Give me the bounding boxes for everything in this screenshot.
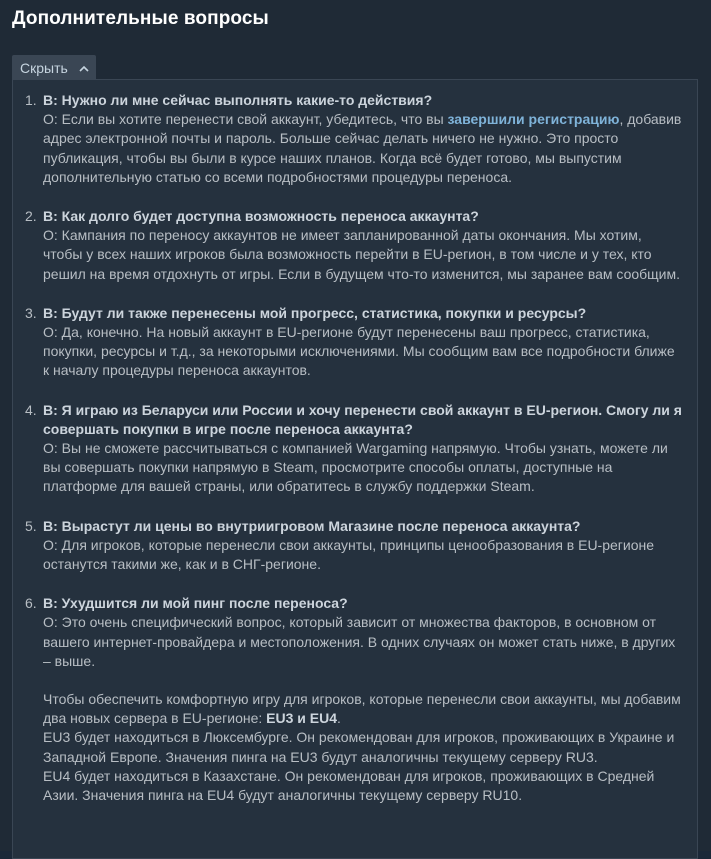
faq-extra-text: Чтобы обеспечить комфортную игру для игроков, которые перенесли свои аккаунты, мы добавим два новых сервера в EU-регионе:: [43, 691, 681, 727]
faq-extra-paragraph: [43, 690, 683, 728]
faq-item-4: [25, 401, 683, 497]
faq-number: 5.: [25, 517, 37, 534]
faq-answer: О: Вы не сможете рассчитываться с компанией Wargaming напрямую. Чтобы узнать, можете ли вы совершать покупки напрямую в Steam, просмотрите способы оплаты, доступные на платформе для вашей страны, или обратитесь в службу поддержки Steam.: [43, 440, 668, 495]
hide-toggle-label: Скрыть: [20, 59, 68, 76]
faq-answer: О: Для игроков, которые перенесли свои аккаунты, принципы ценообразования в EU-регионе останутся такими же, как и в СНГ-регионе.: [43, 536, 655, 573]
faq-answer: [43, 110, 683, 187]
faq-question: В: Как долго будет доступна возможность переноса аккаунта?: [43, 208, 479, 225]
faq-number: 1.: [25, 92, 37, 108]
faq-answer: О: Кампания по переносу аккаунтов не имеет запланированной даты окончания. Мы хотим, чтобы у всех наших игроков была возможность перейти в EU-регион, в том числе и у тех, кто решил на время отдохнуть от игры. Если в будущем что-то изменится, мы заранее вам сообщим.: [43, 227, 681, 282]
faq-number: 3.: [25, 304, 37, 321]
faq-number: 2.: [25, 208, 37, 225]
faq-answer-text: О: Если вы хотите перенести свой аккаунт, убедитесь, что вы: [43, 111, 448, 128]
faq-question: В: Вырастут ли цены во внутриигровом Магазине после переноса аккаунта?: [43, 517, 581, 534]
spacer: [43, 671, 683, 690]
faq-number: 6.: [25, 595, 37, 612]
faq-item-3: [25, 304, 683, 381]
hide-toggle-button[interactable]: [12, 55, 96, 80]
faq-extra-text: .: [337, 710, 341, 727]
faq-question: В: Я играю из Беларуси или России и хочу перенести свой аккаунт в EU-регион. Смогу ли я совершать покупки в игре после переноса аккаунта?: [43, 401, 682, 437]
faq-answer-text: , добавив адрес электронной почты и пароль. Больше сейчас делать ничего не нужно. Это просто публикация, чтобы вы были в курсе наших планов. Когда всё будет готово, мы выпустим дополнительную статью со всеми подробностями процедуры переноса.: [43, 111, 682, 185]
eu4-description: EU4 будет находиться в Казахстане. Он рекомендован для игроков, проживающих в Средней Азии. Значения пинга на EU4 будут аналогичны текущему серверу RU10.: [43, 767, 655, 804]
registration-link[interactable]: завершили регистрацию: [447, 111, 620, 128]
faq-panel: [12, 79, 698, 859]
faq-question: В: Ухудшится ли мой пинг после переноса?: [43, 595, 348, 612]
section-title: Дополнительные вопросы: [12, 8, 269, 29]
faq-item-2: [25, 207, 683, 284]
faq-item-1: [25, 91, 683, 187]
servers-highlight: EU3 и EU4: [266, 710, 338, 727]
faq-item-6: [25, 594, 683, 805]
faq-question: В: Нужно ли мне сейчас выполнять какие-то действия?: [43, 92, 433, 108]
eu3-description: EU3 будет находиться в Люксембурге. Он рекомендован для игроков, проживающих в Украине и Западной Европе. Значения пинга на EU3 будут аналогичны текущему серверу RU3.: [43, 729, 675, 765]
faq-answer: О: Это очень специфический вопрос, который зависит от множества факторов, в основном от вашего интернет-провайдера и местоположения. В одних случаях он может стать ниже, в других – выше.: [43, 614, 676, 669]
faq-question: В: Будут ли также перенесены мой прогресс, статистика, покупки и ресурсы?: [43, 304, 587, 321]
faq-answer: О: Да, конечно. На новый аккаунт в EU-регионе будут перенесены ваш прогресс, статистика, покупки, ресурсы и т.д., за некоторыми исключениями. Мы сообщим вам все подробности ближе к началу процедуры переноса аккаунтов.: [43, 324, 675, 379]
faq-list: [25, 91, 683, 825]
faq-number: 4.: [25, 401, 37, 418]
chevron-up-icon: [78, 62, 90, 74]
faq-item-5: [25, 517, 683, 575]
